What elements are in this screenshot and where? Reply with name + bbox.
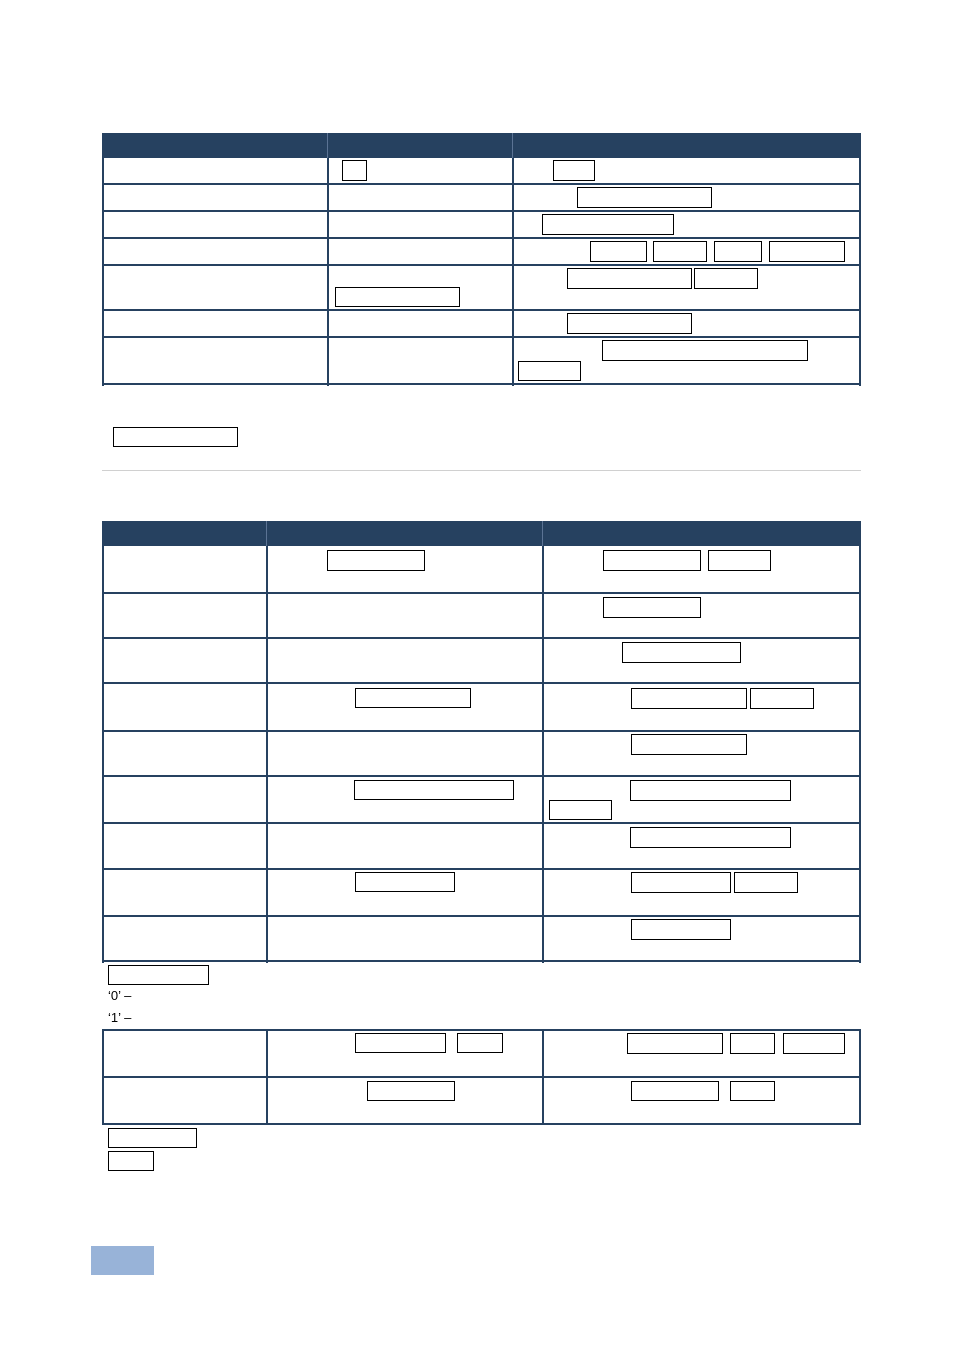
note-box: [108, 1151, 154, 1171]
table-3-cell-box: [367, 1081, 455, 1101]
table-3-cell-box: [627, 1033, 723, 1054]
table-1-row-line: [102, 383, 861, 385]
table-1-cell-box: [714, 241, 762, 262]
table-3-border: [859, 1029, 861, 1125]
table-1-cell-box: [567, 313, 692, 334]
note-zero-label: ‘0’ –: [108, 988, 132, 1003]
table-1-cell-box: [602, 340, 808, 361]
table-3-row-line: [102, 1123, 861, 1125]
table-1-row-line: [102, 210, 861, 212]
page-number-badge: [91, 1246, 154, 1275]
table-1-cell-box: [567, 268, 692, 289]
table-2-row-line: [102, 637, 861, 639]
table-2-cell-box: [631, 734, 747, 755]
table-1-header-divider: [327, 133, 328, 158]
table-1-cell-box: [653, 241, 707, 262]
note-one-label: ‘1’ –: [108, 1010, 132, 1025]
table-2-border: [859, 546, 861, 963]
table-2-header-divider: [542, 521, 543, 546]
table-3-border: [542, 1029, 544, 1125]
table-1-row-line: [102, 336, 861, 338]
table-2-cell-box: [549, 800, 612, 820]
table-2-cell-box: [603, 550, 701, 571]
table-1-cell-box: [590, 241, 647, 262]
table-2-row-line: [102, 868, 861, 870]
table-2-cell-box: [630, 780, 791, 801]
table-1-cell-box: [769, 241, 845, 262]
table-2-row-line: [102, 960, 861, 962]
table-1-border: [512, 158, 514, 386]
table-2-cell-box: [622, 642, 741, 663]
table-2-row-line: [102, 682, 861, 684]
table-1-cell-box: [577, 187, 712, 208]
table-1-border: [102, 158, 104, 386]
table-2-row-line: [102, 915, 861, 917]
table-2-border: [266, 546, 268, 963]
table-2-cell-box: [327, 550, 425, 571]
table-3-border: [266, 1029, 268, 1125]
table-2-cell-box: [355, 688, 471, 708]
table-1-row-line: [102, 183, 861, 185]
note-box: [108, 1128, 197, 1148]
table-2-row-line: [102, 822, 861, 824]
table-3-cell-box: [730, 1033, 775, 1054]
table-2-cell-box: [631, 872, 731, 893]
table-1-header-divider: [512, 133, 513, 158]
table-2-cell-box: [708, 550, 771, 571]
table-1-row-line: [102, 237, 861, 239]
table-3-row-line: [102, 1029, 861, 1031]
table-2-border: [102, 546, 104, 963]
table-1-row-line: [102, 264, 861, 266]
table-1-cell-box: [342, 160, 367, 181]
note-box: [113, 427, 238, 447]
table-2-cell-box: [355, 872, 455, 892]
table-2-row-line: [102, 592, 861, 594]
table-3-cell-box: [783, 1033, 845, 1054]
section-separator: [102, 470, 861, 471]
table-2-cell-box: [631, 919, 731, 940]
table-2-row-line: [102, 775, 861, 777]
table-3-row-line: [102, 1076, 861, 1078]
table-2-cell-box: [630, 827, 791, 848]
table-2-cell-box: [354, 780, 514, 800]
table-1-cell-box: [335, 287, 460, 307]
table-1-header: [102, 133, 861, 158]
table-1-border: [327, 158, 329, 386]
table-1-cell-box: [542, 214, 674, 235]
table-2-header-divider: [266, 521, 267, 546]
table-3-border: [102, 1029, 104, 1125]
table-1-cell-box: [553, 160, 595, 181]
table-3-cell-box: [355, 1033, 446, 1053]
table-2-border: [542, 546, 544, 963]
table-2-row-line: [102, 730, 861, 732]
table-2-cell-box: [734, 872, 798, 893]
table-1-row-line: [102, 309, 861, 311]
table-1-cell-box: [518, 361, 581, 381]
table-1-cell-box: [694, 268, 758, 289]
note-box: [108, 965, 209, 985]
table-2-header: [102, 521, 861, 546]
table-3-cell-box: [457, 1033, 503, 1053]
table-3-cell-box: [730, 1081, 775, 1101]
table-3-cell-box: [631, 1081, 719, 1101]
table-2-cell-box: [631, 688, 747, 709]
table-2-cell-box: [603, 597, 701, 618]
table-1-border: [859, 158, 861, 386]
table-2-cell-box: [750, 688, 814, 709]
